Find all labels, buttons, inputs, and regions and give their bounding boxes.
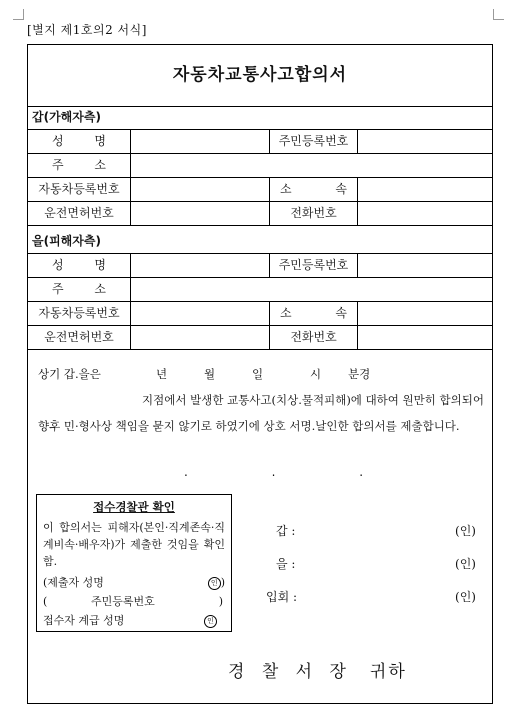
party-b-affiliation-field[interactable] xyxy=(358,302,492,325)
party-a-heading: 갑(가해자측) xyxy=(32,110,101,124)
statement-date-dots: . . . xyxy=(184,465,404,479)
seal-icon: 인 xyxy=(204,615,217,628)
statement-body: 지점에서 발생한 교통사고(치상.물적피해)에 대하여 원만히 합의되어 향후 민·형사상 책임을 묻지 않기로 하였기에 상호 서명.날인한 합의서를 제출합니다. xyxy=(38,393,484,433)
signature-party-b xyxy=(266,554,476,574)
seal-icon: 인 xyxy=(208,577,221,590)
party-b-vehicle-reg-field[interactable] xyxy=(131,302,270,325)
police-confirmation-text: 이 합의서는 피해자(본인·직계존속·직계비속·배우자)가 제출한 것임을 확인함. xyxy=(43,521,225,568)
party-b-resident-id-label: 주민등록번호 xyxy=(270,254,358,277)
party-a-license-field[interactable] xyxy=(131,202,270,225)
police-submitter-seal: 인 ) xyxy=(208,574,225,592)
police-confirmation-box xyxy=(36,494,232,632)
police-submitter-label: (제출자 성명 xyxy=(43,576,104,589)
statement-date-line xyxy=(38,361,484,387)
statement-minute: 분경 xyxy=(348,367,371,381)
party-b-row-name xyxy=(28,254,492,278)
police-submitter-line xyxy=(43,574,225,592)
addressee-line xyxy=(228,657,407,682)
page-corner-mark-right xyxy=(493,9,504,20)
party-a-row-license xyxy=(28,202,492,226)
signature-witness-label: 입회 : xyxy=(266,590,298,604)
party-a-table xyxy=(28,129,492,226)
party-a-address-label: 주 소 xyxy=(28,154,131,177)
agreement-form xyxy=(27,44,493,704)
party-b-address-field[interactable] xyxy=(131,278,492,301)
form-number: [별지 제1호의2 서식] xyxy=(27,23,147,37)
party-a-affiliation-field[interactable] xyxy=(358,178,492,201)
police-receiver-line xyxy=(43,612,225,630)
page-corner-mark-left xyxy=(13,9,24,20)
statement-year: 년 xyxy=(156,367,168,381)
form-title: 자동차교통사고합의서 xyxy=(28,45,492,107)
addressee-name: 경 찰 서 장 xyxy=(228,662,352,682)
party-a-row-address xyxy=(28,154,492,178)
police-resident-label: 주민등록번호 xyxy=(91,595,155,608)
signature-party-a xyxy=(266,521,476,541)
party-a-affiliation-label: 소 속 xyxy=(270,178,358,201)
police-receiver-seal xyxy=(204,612,217,630)
signature-party-a-label: 갑 : xyxy=(276,524,296,538)
signature-party-b-seal: (인) xyxy=(455,557,476,571)
party-a-license-label: 운전면허번호 xyxy=(28,202,131,225)
statement-intro: 상기 갑.을은 xyxy=(38,367,101,381)
party-b-phone-label: 전 화 번 호 xyxy=(270,326,358,349)
party-b-row-address xyxy=(28,278,492,302)
statement-month: 월 xyxy=(204,367,216,381)
signature-party-a-seal: (인) xyxy=(455,524,476,538)
police-resident-close: ) xyxy=(218,595,223,608)
party-a-resident-id-field[interactable] xyxy=(358,130,492,153)
police-resident-open: ( xyxy=(43,595,48,608)
party-b-license-field[interactable] xyxy=(131,326,270,349)
statement-day: 일 xyxy=(252,367,264,381)
party-a-phone-field[interactable] xyxy=(358,202,492,225)
party-b-vehicle-reg-label: 자동차등록번호 xyxy=(28,302,131,325)
addressee-suffix: 귀하 xyxy=(369,662,407,682)
police-confirmation-title: 접수경찰관 확인 xyxy=(93,500,175,514)
party-b-license-label: 운전면허번호 xyxy=(28,326,131,349)
party-a-name-label: 성 명 xyxy=(28,130,131,153)
party-b-row-vehicle xyxy=(28,302,492,326)
party-b-affiliation-label: 소 속 xyxy=(270,302,358,325)
party-b-heading: 을(피해자측) xyxy=(32,234,101,248)
party-b-table xyxy=(28,253,492,350)
police-receiver-label: 접수자 계급 성명 xyxy=(43,614,125,627)
party-a-phone-label: 전 화 번 호 xyxy=(270,202,358,225)
signature-witness xyxy=(266,587,476,607)
party-a-address-field[interactable] xyxy=(131,154,492,177)
party-a-row-name xyxy=(28,130,492,154)
party-b-name-field[interactable] xyxy=(131,254,270,277)
signature-witness-seal: (인) xyxy=(455,590,476,604)
signature-party-b-label: 을 : xyxy=(276,557,296,571)
party-b-phone-field[interactable] xyxy=(358,326,492,349)
party-b-resident-id-field[interactable] xyxy=(358,254,492,277)
police-resident-line xyxy=(43,593,225,611)
party-b-name-label: 성 명 xyxy=(28,254,131,277)
statement-hour: 시 xyxy=(310,367,322,381)
party-a-vehicle-reg-field[interactable] xyxy=(131,178,270,201)
party-b-address-label: 주 소 xyxy=(28,278,131,301)
party-a-resident-id-label: 주민등록번호 xyxy=(270,130,358,153)
party-a-name-field[interactable] xyxy=(131,130,270,153)
party-a-vehicle-reg-label: 자동차등록번호 xyxy=(28,178,131,201)
party-a-row-vehicle xyxy=(28,178,492,202)
party-b-row-license xyxy=(28,326,492,350)
